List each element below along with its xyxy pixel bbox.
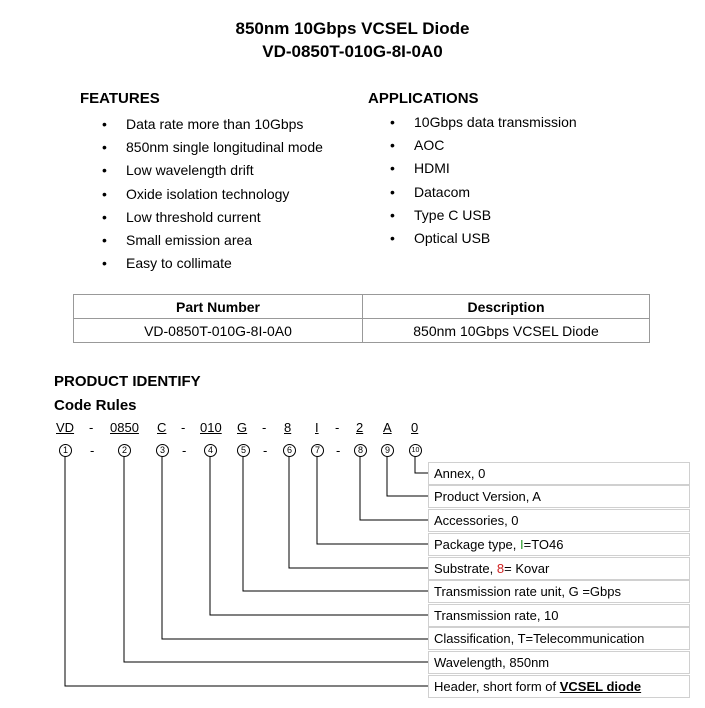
document-subtitle: VD-0850T-010G-8I-0A0: [262, 42, 443, 61]
list-item: • Optical USB: [390, 229, 491, 246]
code-rules-heading: Code Rules: [54, 397, 137, 414]
code-segment: I: [315, 420, 319, 435]
desc-rate: Transmission rate, 10: [428, 604, 690, 627]
code-number-2: 2: [118, 444, 131, 457]
bullet-icon: •: [390, 160, 395, 177]
code-segment: 010: [200, 420, 222, 435]
bullet-icon: •: [390, 229, 395, 246]
code-number-9: 9: [381, 444, 394, 457]
features-heading: FEATURES: [80, 90, 160, 107]
code-segment: 0: [411, 420, 419, 435]
document-title: 850nm 10Gbps VCSEL Diode: [235, 19, 470, 38]
code-number-7: 7: [311, 444, 324, 457]
desc-package-type: Package type, I=TO46: [428, 533, 690, 556]
bullet-icon: •: [102, 116, 107, 132]
code-segment: A: [383, 420, 392, 435]
code-dash: -: [335, 420, 340, 435]
bullet-icon: •: [390, 114, 395, 130]
desc-annex: Annex, 0: [428, 462, 690, 485]
list-item: • Low wavelength drift: [102, 162, 254, 179]
list-item: • HDMI: [390, 160, 450, 177]
number-dash: -: [90, 443, 95, 458]
table-cell: VD-0850T-010G-8I-0A0: [74, 319, 363, 343]
desc-substrate: Substrate, 8= Kovar: [428, 557, 690, 580]
code-segment: G: [237, 420, 248, 435]
column-header: Part Number: [74, 295, 363, 319]
bullet-icon: •: [102, 231, 107, 248]
code-number-6: 6: [283, 444, 296, 457]
code-dash: -: [262, 420, 267, 435]
list-item: • Small emission area: [102, 231, 253, 248]
number-dash: -: [263, 443, 268, 458]
bullet-icon: •: [102, 185, 107, 202]
bullet-icon: •: [102, 208, 107, 225]
code-number-3: 3: [156, 444, 169, 457]
code-segment: 8: [284, 420, 292, 435]
list-item: • 850nm single longitudinal mode: [102, 139, 323, 156]
desc-product-version: Product Version, A: [428, 485, 690, 508]
list-item: • 10Gbps data transmission: [390, 114, 577, 130]
code-number-5: 5: [237, 444, 250, 457]
bullet-icon: •: [102, 162, 107, 179]
code-number-4: 4: [204, 444, 217, 457]
desc-wavelength: Wavelength, 850nm: [428, 651, 690, 674]
bullet-icon: •: [390, 137, 395, 154]
code-number-1: 1: [59, 444, 72, 457]
list-item: • Low threshold current: [102, 208, 261, 225]
code-dash: -: [89, 420, 94, 435]
code-number-8: 8: [354, 444, 367, 457]
list-item: • Datacom: [390, 183, 471, 200]
product-identify-heading: PRODUCT IDENTIFY: [54, 373, 201, 390]
code-dash: -: [181, 420, 186, 435]
desc-accessories: Accessories, 0: [428, 509, 690, 532]
code-segment: C: [157, 420, 167, 435]
list-item: • Easy to collimate: [102, 255, 232, 272]
list-item: • Oxide isolation technology: [102, 185, 290, 202]
list-item: • Data rate more than 10Gbps: [102, 116, 304, 132]
code-segment: VD: [56, 420, 75, 435]
code-segment: 2: [356, 420, 364, 435]
bullet-icon: •: [390, 206, 395, 223]
bullet-icon: •: [102, 255, 107, 272]
bullet-icon: •: [102, 139, 107, 156]
column-header: Description: [363, 295, 650, 319]
desc-classification: Classification, T=Telecommunication: [428, 627, 690, 650]
table-cell: 850nm 10Gbps VCSEL Diode: [363, 319, 650, 343]
number-dash: -: [336, 443, 341, 458]
list-item: • Type C USB: [390, 206, 492, 223]
list-item: • AOC: [390, 137, 445, 154]
code-number-10: 10: [409, 444, 422, 457]
desc-header: Header, short form of VCSEL diode: [428, 675, 690, 698]
bullet-icon: •: [390, 183, 395, 200]
desc-rate-unit: Transmission rate unit, G =Gbps: [428, 580, 690, 603]
number-dash: -: [182, 443, 187, 458]
applications-heading: APPLICATIONS: [368, 90, 479, 107]
code-segment: 0850: [110, 420, 139, 435]
